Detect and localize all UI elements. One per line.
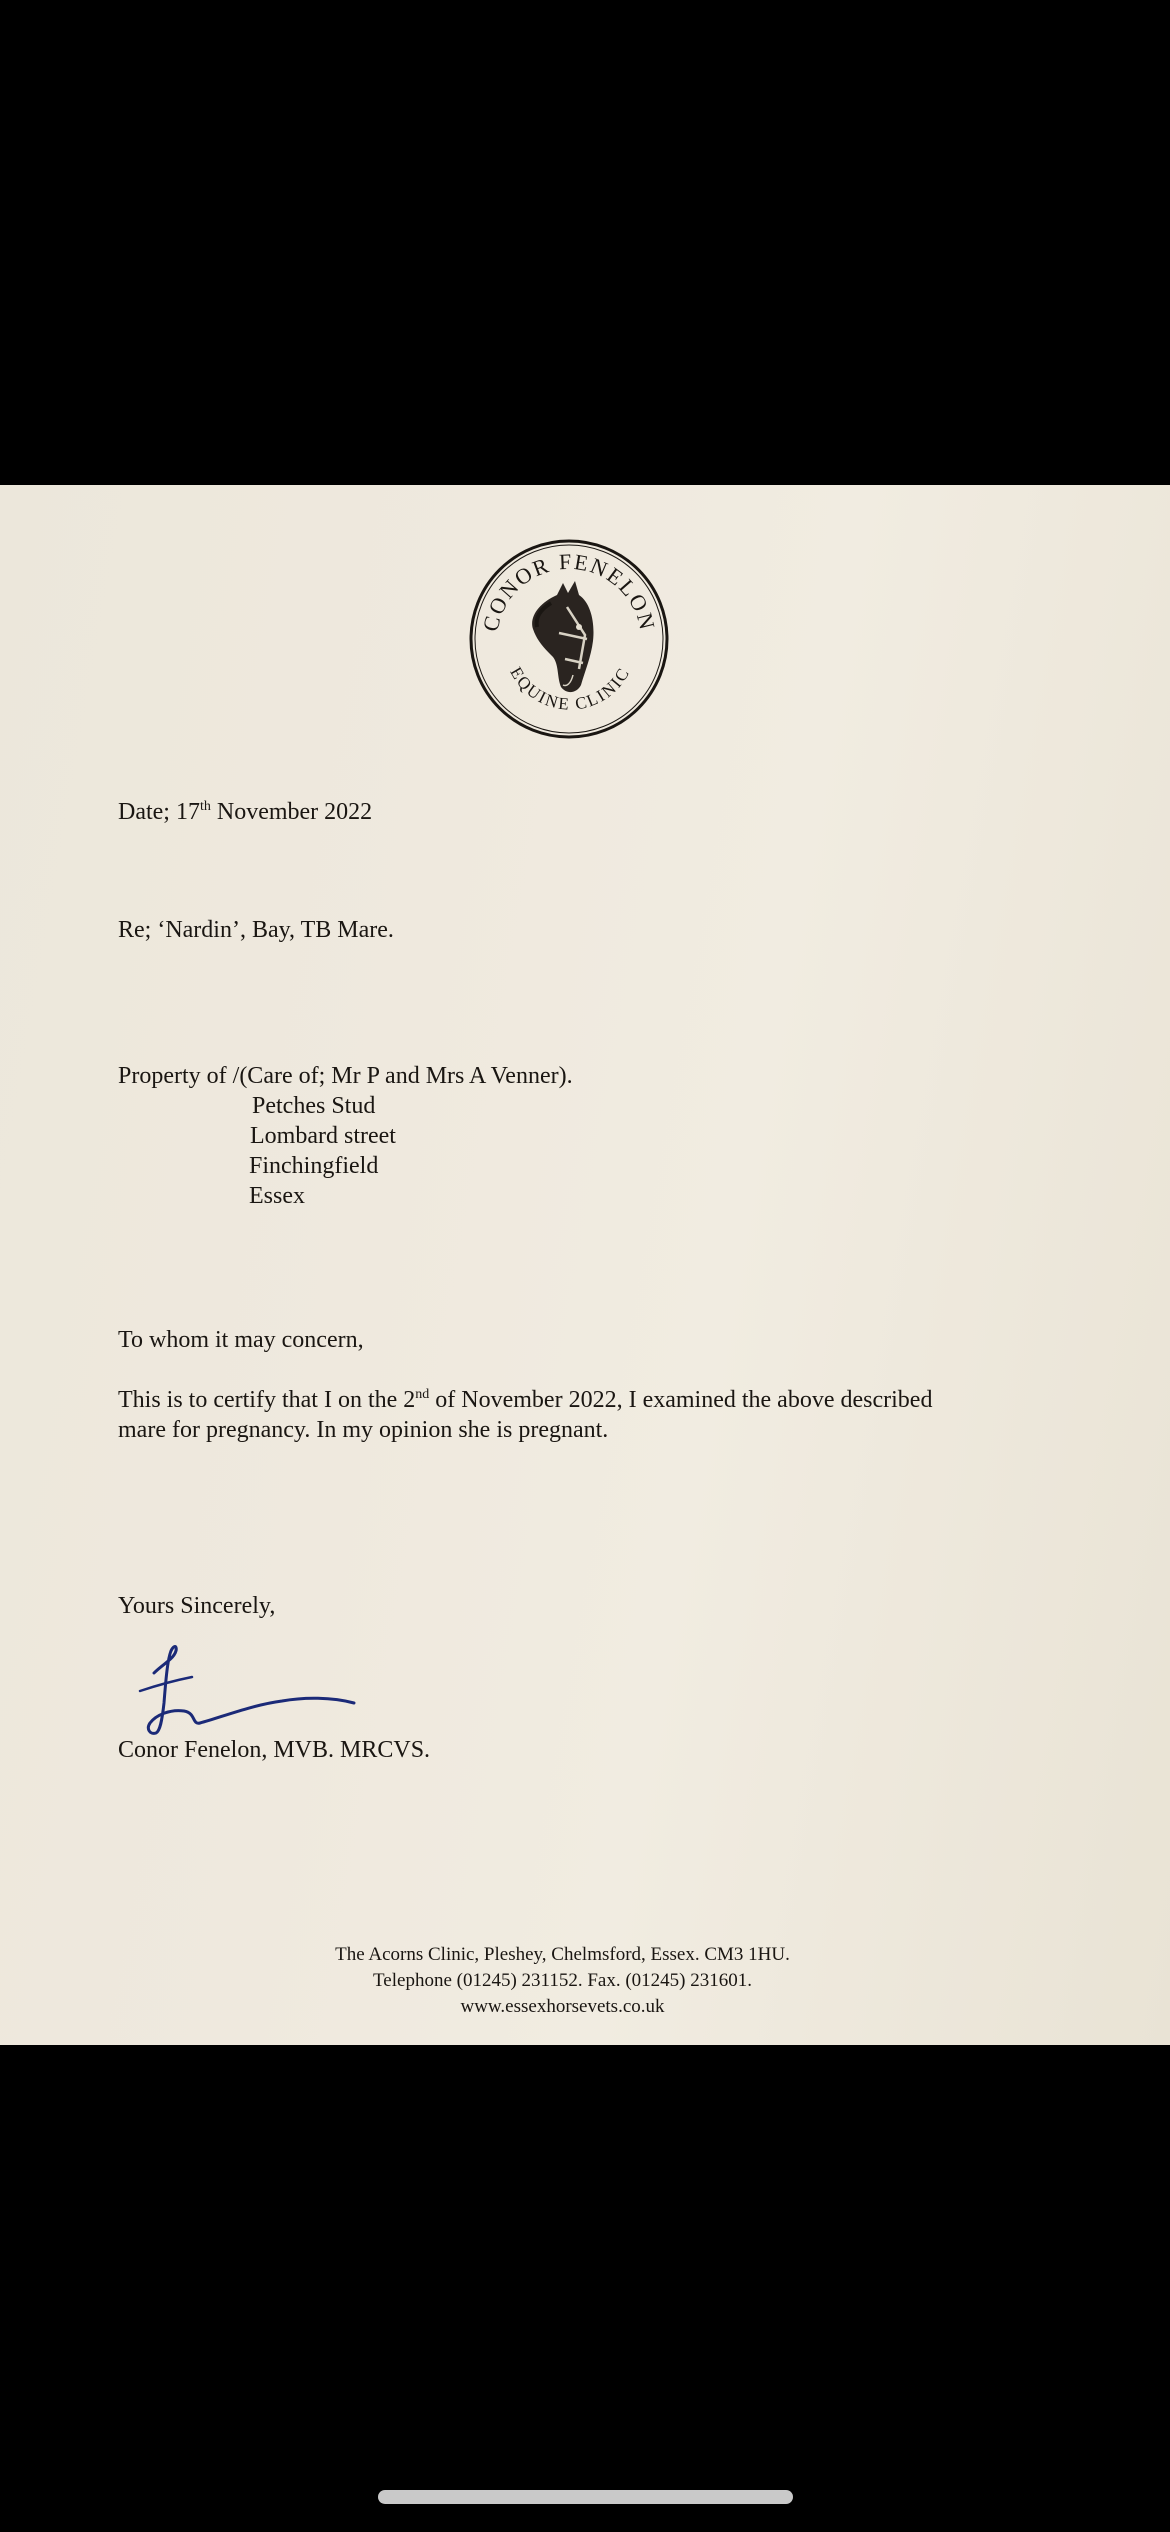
address-line: Petches Stud	[252, 1093, 376, 1119]
signer-name: Conor Fenelon, MVB. MRCVS.	[118, 1737, 431, 1763]
body-rest: of November 2022, I examined the above described	[429, 1387, 933, 1413]
clinic-logo-seal	[467, 537, 671, 741]
horse-head-icon	[532, 581, 593, 692]
address-line: Finchingfield	[249, 1153, 379, 1179]
body-prefix: This is to certify that I on the 2	[118, 1387, 416, 1413]
date-prefix: Date; 17	[118, 799, 200, 825]
body-line-2: mare for pregnancy. In my opinion she is pregnant.	[118, 1417, 609, 1443]
logo-top-text: CONOR FENELON	[477, 548, 661, 634]
date-ordinal: th	[199, 799, 211, 814]
property-line: Property of /(Care of; Mr P and Mrs A Venner).	[118, 1063, 573, 1089]
home-indicator[interactable]	[378, 2490, 793, 2504]
letter-page	[0, 485, 1170, 2045]
body-line-1	[118, 1385, 932, 1415]
address-line: Essex	[249, 1183, 305, 1209]
letter-date	[118, 797, 372, 827]
footer-address: The Acorns Clinic, Pleshey, Chelmsford, Essex. CM3 1HU.	[335, 1944, 790, 1965]
logo-bottom-text: EQUINE CLINIC	[506, 663, 634, 714]
subject-line: Re; ‘Nardin’, Bay, TB Mare.	[118, 917, 394, 943]
footer-phone: Telephone (01245) 231152. Fax. (01245) 231601.	[373, 1970, 752, 1991]
body-ordinal: nd	[415, 1387, 430, 1402]
footer-website: www.essexhorsevets.co.uk	[460, 1996, 665, 2017]
address-line: Lombard street	[250, 1123, 396, 1149]
greeting: To whom it may concern,	[118, 1327, 364, 1353]
closing: Yours Sincerely,	[118, 1593, 276, 1619]
handwritten-signature	[132, 1633, 362, 1743]
date-rest: November 2022	[210, 799, 373, 825]
